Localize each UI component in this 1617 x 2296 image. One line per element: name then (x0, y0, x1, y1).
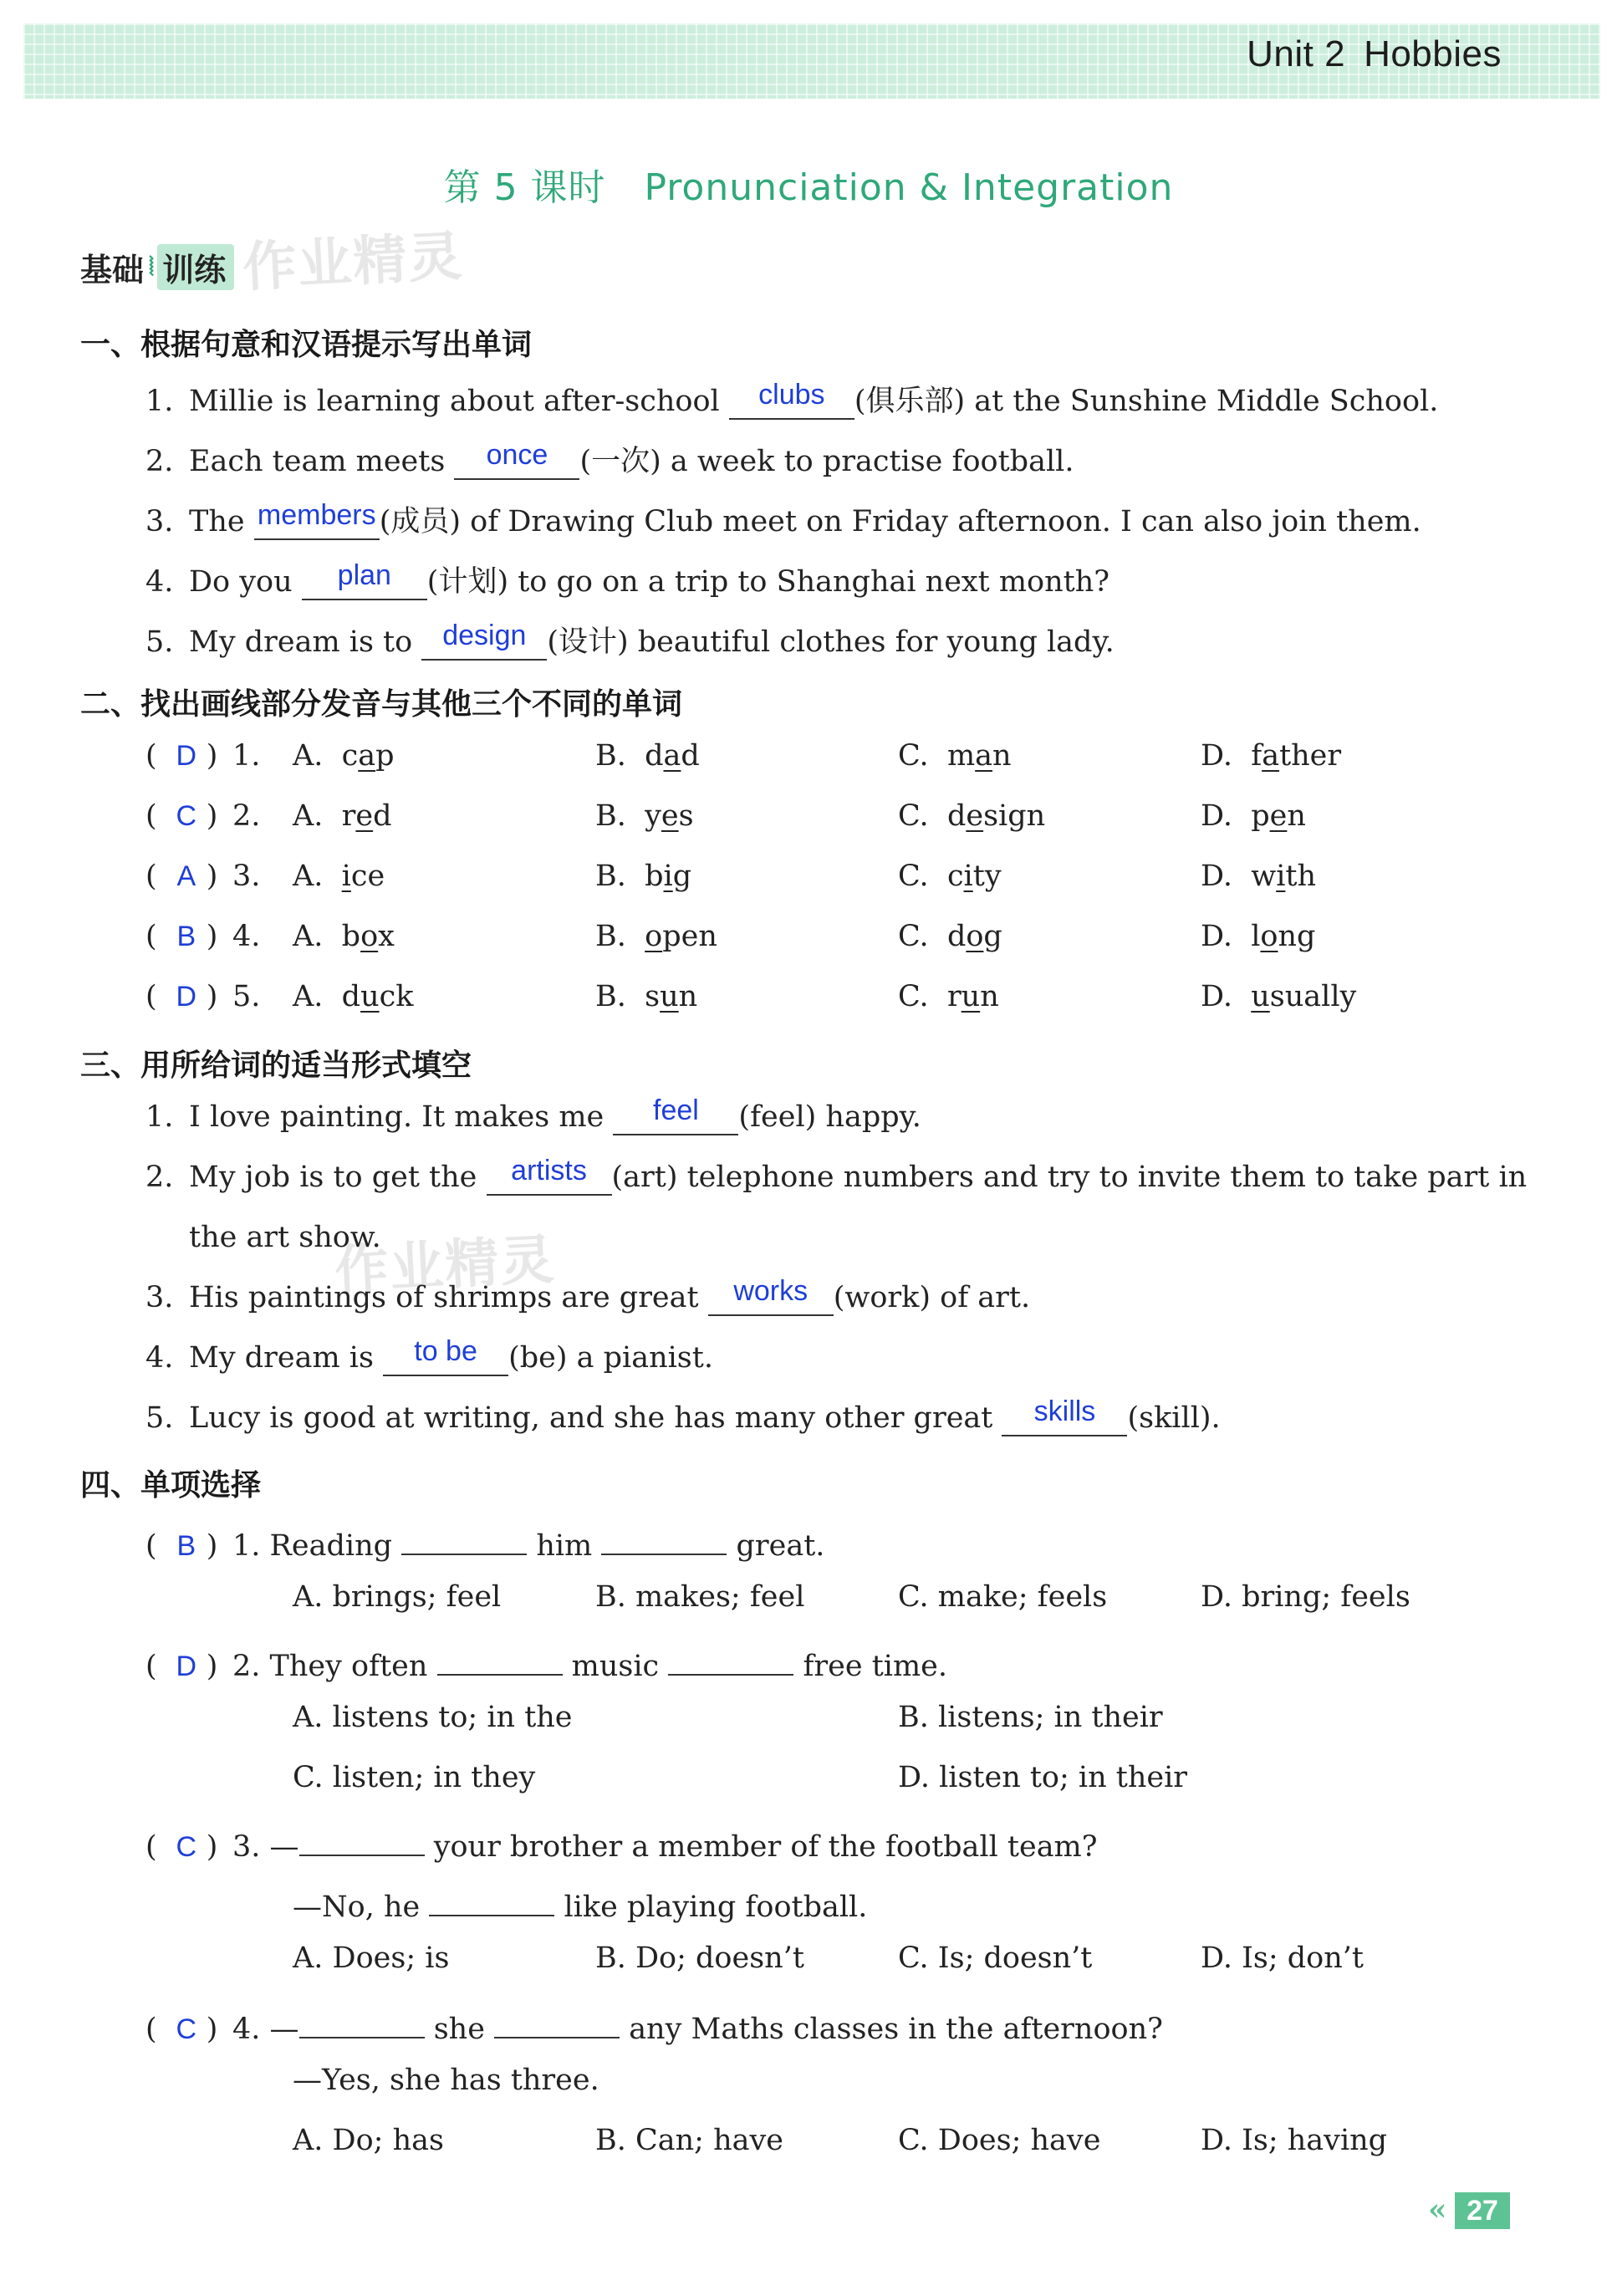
chevron-left-icon: « (1428, 2192, 1447, 2227)
option-a[interactable]: A. brings; feel (293, 1580, 502, 1614)
section-3-title: 三、用所给词的适当形式填空 (80, 1049, 472, 1083)
unit-label: Unit 2 (1247, 33, 1346, 74)
answer-blank[interactable] (494, 2003, 620, 2038)
answer-choice[interactable]: C (176, 1831, 197, 1863)
watermark: 作业精灵 (241, 226, 466, 299)
s1-item: 4. Do you plan (计划) to go on a trip to Shanghai next month? (145, 559, 1110, 599)
s3-item: 2. My job is to get the artists (art) telephone numbers and try to invite them to take part in (145, 1155, 1528, 1194)
option-c[interactable]: C. run (898, 980, 999, 1013)
lesson-name: Pronunciation & Integration (644, 166, 1174, 209)
section-tag (80, 244, 234, 290)
answer-blank[interactable]: to be (383, 1341, 508, 1376)
option-c[interactable]: C. Is; doesn’t (898, 1941, 1093, 1975)
option-d[interactable]: D. bring; feels (1201, 1580, 1410, 1614)
answer-blank[interactable] (299, 2003, 425, 2038)
s3-item: 4. My dream is to be (be) a pianist. (145, 1335, 713, 1375)
option-d[interactable]: D. Is; having (1201, 2124, 1388, 2157)
s3-item-continuation: the art show. (189, 1221, 381, 1254)
option-c[interactable]: C. design (898, 799, 1046, 833)
s2-question: ( B ) 4. (145, 920, 261, 953)
s4-question: ( D ) 2. They often music free time. (145, 1640, 947, 1683)
answer-blank[interactable]: skills (1002, 1401, 1127, 1436)
option-c[interactable]: C. dog (898, 920, 1002, 953)
unit-topic: Hobbies (1364, 33, 1502, 74)
answer-blank[interactable]: design (421, 625, 547, 661)
page-number: 27 (1455, 2192, 1510, 2229)
option-c[interactable]: C. make; feels (898, 1580, 1108, 1614)
s1-item: 3. The members (成员) of Drawing Club meet on Friday afternoon. I can also join them. (145, 499, 1421, 538)
answer-blank[interactable] (401, 1520, 527, 1555)
option-a[interactable]: A. Does; is (293, 1941, 450, 1975)
lesson-label: 第 5 课时 (443, 166, 606, 209)
answer-blank[interactable] (601, 1520, 727, 1555)
option-b[interactable]: B. sun (595, 980, 698, 1013)
answer-blank[interactable] (429, 1881, 554, 1916)
option-d[interactable]: D. usually (1201, 980, 1357, 1013)
answer-blank[interactable]: clubs (729, 385, 854, 420)
option-d[interactable]: D. listen to; in their (898, 1761, 1188, 1794)
answer-blank[interactable]: feel (613, 1100, 738, 1135)
answer-blank[interactable]: once (454, 445, 579, 480)
s4-question-line2: —Yes, she has three. (293, 2064, 599, 2097)
watermark: 作业精灵 (333, 1229, 558, 1303)
s2-question: ( D ) 5. (145, 980, 261, 1013)
answer-blank[interactable] (437, 1640, 563, 1676)
answer-choice[interactable]: D (176, 740, 197, 772)
s1-item: 5. My dream is to design (设计) beautiful clothes for young lady. (145, 620, 1115, 659)
option-a[interactable]: A. duck (293, 980, 414, 1013)
s2-question: ( C ) 2. (145, 799, 261, 833)
s2-question: ( D ) 1. (145, 739, 261, 773)
option-c[interactable]: C. man (898, 739, 1012, 773)
option-d[interactable]: D. father (1201, 739, 1342, 773)
option-b[interactable]: B. makes; feel (595, 1580, 805, 1614)
section-1-title: 一、根据句意和汉语提示写出单词 (80, 328, 533, 362)
option-b[interactable]: B. Can; have (595, 2124, 783, 2157)
s3-item: 5. Lucy is good at writing, and she has many other great skills (skill). (145, 1395, 1221, 1435)
s4-question: ( B ) 1. Reading him great. (145, 1520, 824, 1563)
option-a[interactable]: A. box (293, 920, 395, 953)
answer-choice[interactable]: B (176, 921, 196, 952)
option-c[interactable]: C. Does; have (898, 2124, 1101, 2157)
tag-part1: 基础 (80, 252, 145, 288)
s4-question: ( C ) 4. — she any Maths classes in the afternoon? (145, 2003, 1163, 2046)
s4-question: ( C ) 3. — your brother a member of the football team? (145, 1821, 1098, 1864)
option-d[interactable]: D. long (1201, 920, 1316, 953)
section-2-title: 二、找出画线部分发音与其他三个不同的单词 (80, 687, 683, 722)
answer-choice[interactable]: C (176, 2013, 197, 2045)
answer-blank[interactable]: members (254, 505, 380, 540)
answer-blank[interactable] (668, 1640, 793, 1676)
answer-blank[interactable]: plan (302, 565, 427, 600)
s2-question: ( A ) 3. (145, 860, 261, 893)
option-d[interactable]: D. Is; don’t (1201, 1941, 1364, 1975)
answer-choice[interactable]: B (176, 1530, 196, 1562)
answer-choice[interactable]: D (176, 981, 197, 1013)
option-a[interactable]: A. red (293, 799, 392, 833)
answer-choice[interactable]: C (176, 800, 197, 832)
s4-question-line2: —No, he like playing football. (293, 1881, 867, 1924)
lesson-title (0, 157, 1617, 211)
answer-choice[interactable]: D (176, 1651, 197, 1682)
s3-item: 1. I love painting. It makes me feel (feel) happy. (145, 1094, 921, 1134)
answer-choice[interactable]: A (176, 860, 196, 892)
tag-part2: 训练 (157, 244, 234, 290)
section-4-title: 四、单项选择 (80, 1468, 262, 1503)
s1-item: 2. Each team meets once (一次) a week to practise football. (145, 439, 1074, 478)
squiggle-icon: ⦚ (149, 253, 155, 282)
option-a[interactable]: A. cap (293, 739, 395, 773)
option-b[interactable]: B. Do; doesn’t (595, 1941, 804, 1975)
option-d[interactable]: D. pen (1201, 799, 1306, 833)
s3-item: 3. His paintings of shrimps are great works (work) of art. (145, 1275, 1031, 1314)
option-c[interactable]: C. city (898, 860, 1002, 893)
option-b[interactable]: B. yes (595, 799, 694, 833)
option-b[interactable]: B. big (595, 860, 692, 893)
option-a[interactable]: A. listens to; in the (293, 1701, 573, 1734)
option-a[interactable]: A. ice (293, 860, 385, 893)
option-d[interactable]: D. with (1201, 860, 1316, 893)
option-b[interactable]: B. listens; in their (898, 1701, 1163, 1734)
option-b[interactable]: B. open (595, 920, 717, 953)
option-c[interactable]: C. listen; in they (293, 1761, 536, 1794)
option-b[interactable]: B. dad (595, 739, 700, 773)
answer-blank[interactable]: artists (487, 1161, 612, 1196)
answer-blank[interactable] (299, 1821, 425, 1856)
option-a[interactable]: A. Do; has (293, 2124, 444, 2157)
s1-item: 1. Millie is learning about after-school clubs (俱乐部) at the Sunshine Middle School. (145, 379, 1439, 418)
answer-blank[interactable]: works (708, 1281, 834, 1316)
unit-title (1247, 33, 1502, 75)
